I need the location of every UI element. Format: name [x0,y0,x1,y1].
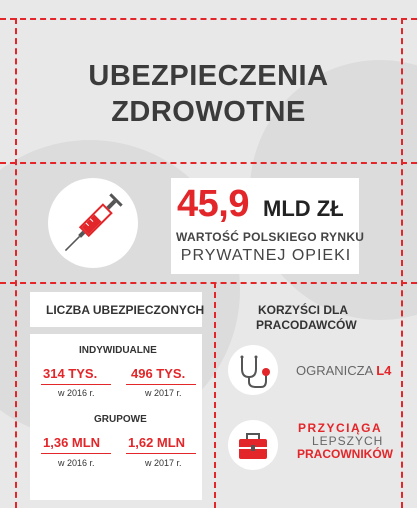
underline [41,384,111,385]
benefit-2-line-2: LEPSZYCH [312,434,384,448]
underline [41,453,111,454]
briefcase-icon [228,420,278,470]
divider [0,282,417,284]
divider [0,162,417,164]
stethoscope-icon [228,345,278,395]
page-title [0,58,417,130]
benefits-heading-1: KORZYŚCI DLA [258,303,348,317]
individual-2017-year: w 2017 r. [145,388,182,398]
group-2017-year: w 2017 r. [145,458,182,468]
benefit-1-text: OGRANICZA [296,363,373,378]
underline [126,453,196,454]
market-value-unit: MLD ZŁ [263,196,344,221]
title-line-1: UBEZPIECZENIA [88,60,329,92]
group-label: GRUPOWE [94,414,147,425]
benefits-heading-2: PRACODAWCÓW [256,318,357,332]
benefit-1-highlight: L4 [376,363,392,378]
group-2017-value: 1,62 MLN [128,435,186,450]
insured-heading: LICZBA UBEZPIECZONYCH [46,303,205,317]
market-caption-2: PRYWATNEJ OPIEKI [180,247,352,264]
divider [214,282,216,508]
benefit-1 [296,363,391,378]
individual-2016-value: 314 TYS. [43,366,98,381]
market-caption-1: WARTOŚĆ POLSKIEGO RYNKU [176,230,365,244]
market-value: 45,9 [177,183,249,225]
benefit-2-line-1: PRZYCIĄGA [298,421,383,435]
group-2016-value: 1,36 MLN [43,435,101,450]
group-2016-year: w 2016 r. [58,458,95,468]
title-line-2: ZDROWOTNE [111,96,306,128]
syringe-icon [48,178,138,268]
individual-label: INDYWIDUALNE [79,345,157,356]
individual-2017-value: 496 TYS. [131,366,186,381]
individual-2016-year: w 2016 r. [58,388,95,398]
underline [126,384,196,385]
benefit-2-line-3: PRACOWNIKÓW [297,447,393,461]
divider [0,18,417,20]
